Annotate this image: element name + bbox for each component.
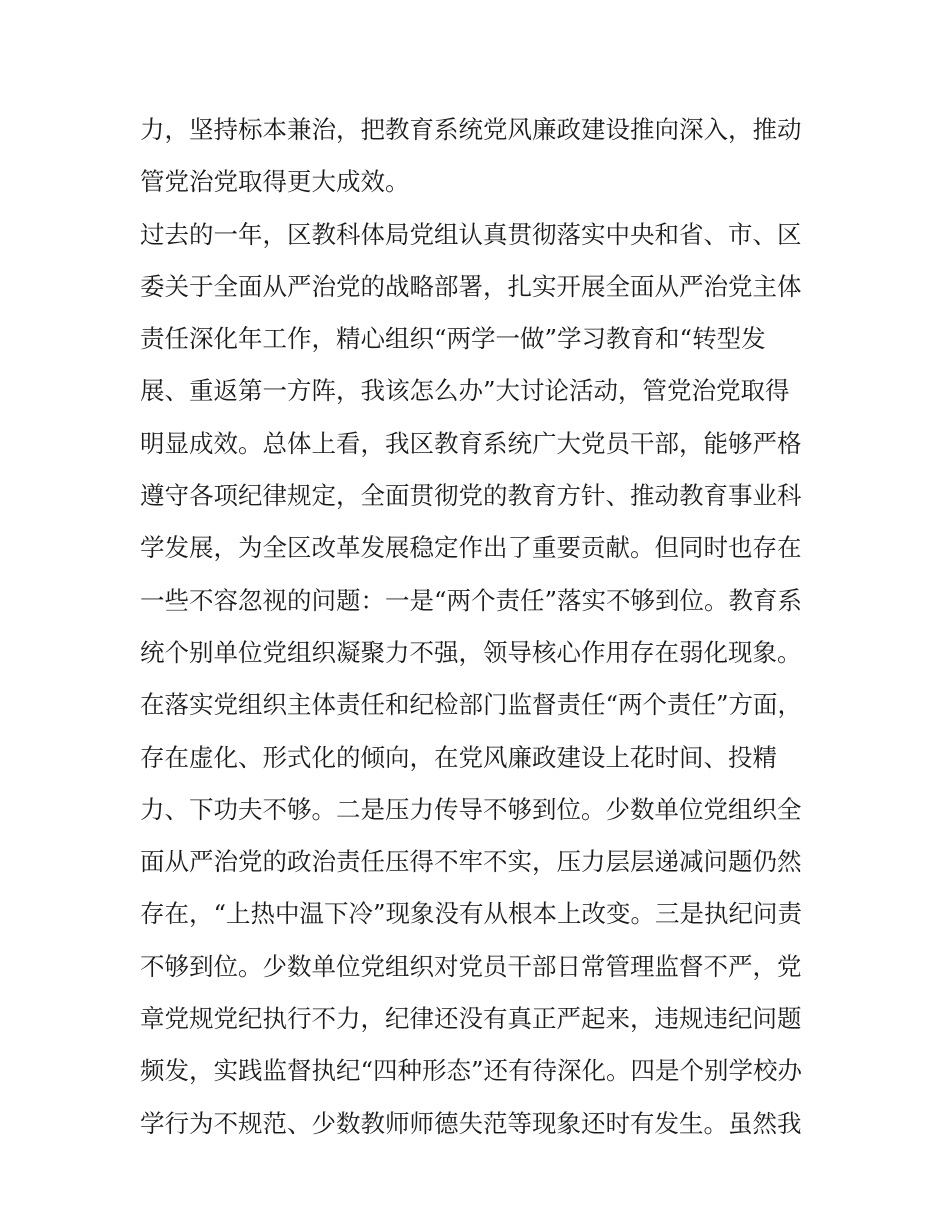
- text-line: 明显成效。总体上看，我区教育系统广大党员干部，能够严格: [140, 428, 802, 458]
- text-line: 展、重返第一方阵，我该怎么办”大讨论活动，管党治党取得: [140, 376, 790, 406]
- text-line: 力、下功夫不够。二是压力传导不够到位。少数单位党组织全: [140, 794, 802, 824]
- text-line: 存在虚化、形式化的倾向，在党风廉政建设上花时间、投精: [140, 742, 777, 772]
- text-line: 学发展，为全区改革发展稳定作出了重要贡献。但同时也存在: [140, 533, 802, 563]
- text-line: 在落实党组织主体责任和纪检部门监督责任“两个责任”方面，: [140, 690, 803, 720]
- text-line: 频发，实践监督执纪“四种形态”还有待深化。四是个别学校办: [140, 1056, 803, 1086]
- text-line: 过去的一年，区教科体局党组认真贯彻落实中央和省、市、区: [140, 219, 802, 249]
- text-line: 章党规党纪执行不力，纪律还没有真正严起来，违规违纪问题: [140, 1004, 802, 1034]
- body-text: [140, 104, 820, 1150]
- text-line: 不够到位。少数单位党组织对党员干部日常管理监督不严，党: [140, 951, 802, 981]
- text-line: 力，坚持标本兼治，把教育系统党风廉政建设推向深入，推动: [140, 115, 802, 144]
- text-line: 一些不容忽视的问题：一是“两个责任”落实不够到位。教育系: [140, 585, 803, 615]
- text-line: 面从严治党的政治责任压得不牢不实，压力层层递减问题仍然: [140, 847, 802, 877]
- text-line: 委关于全面从严治党的战略部署，扎实开展全面从严治党主体: [140, 271, 802, 301]
- text-line: 学行为不规范、少数教师师德失范等现象还时有发生。虽然我: [140, 1108, 802, 1138]
- text-line: 统个别单位党组织凝聚力不强，领导核心作用存在弱化现象。: [140, 637, 802, 667]
- text-line: 遵守各项纪律规定，全面贯彻党的教育方针、推动教育事业科: [140, 481, 802, 511]
- text-line: 责任深化年工作，精心组织“两学一做”学习教育和“转型发: [140, 324, 766, 354]
- text-line: 存在，“上热中温下冷”现象没有从根本上改变。三是执纪问责: [140, 899, 803, 929]
- text-line: 管党治党取得更大成效。: [140, 167, 410, 197]
